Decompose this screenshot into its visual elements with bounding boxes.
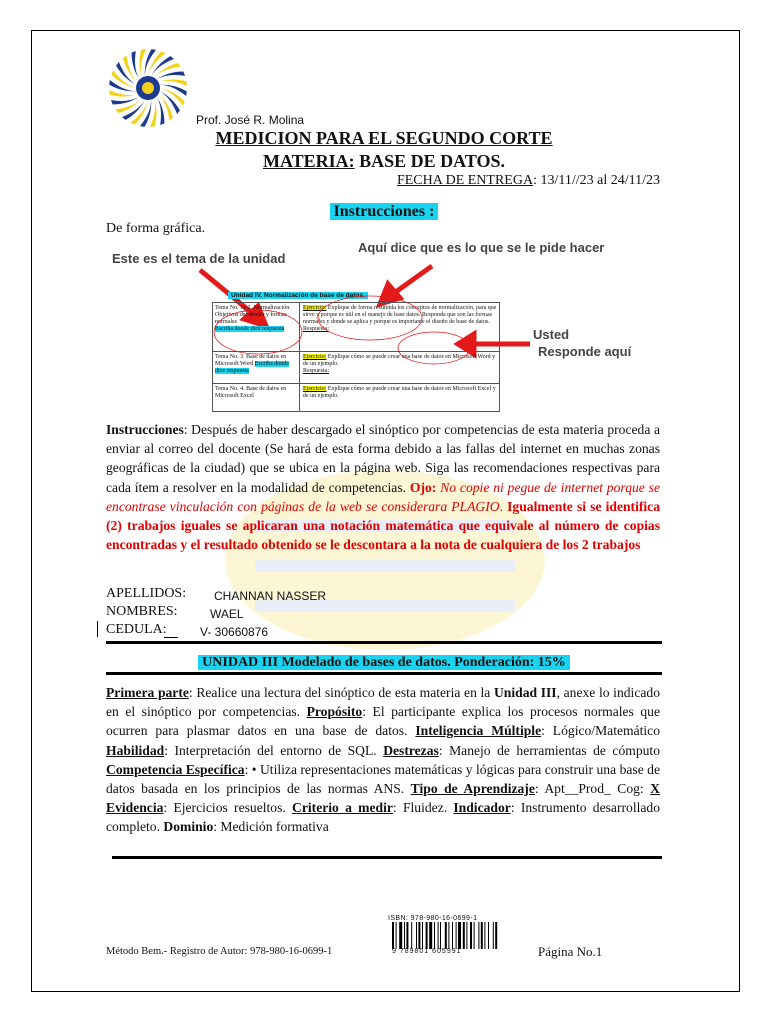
primera-text-11: : Instrumento desarrollado completo.: [106, 800, 660, 835]
ojo-colon: :: [431, 479, 437, 495]
nombres-value: WAEL: [210, 607, 244, 621]
primera-text-6: : Manejo de herramientas de cómputo: [438, 742, 660, 758]
cedula-underline: [164, 637, 178, 638]
registro-autor: Método Bem.- Registro de Autor: 978-980-16-0699-1: [106, 946, 333, 957]
text-cursor: [97, 621, 98, 637]
inteligencia-label: Inteligencia Múltiple: [415, 723, 542, 739]
primera-text-12: : Medición formativa: [213, 819, 329, 835]
apellidos-value: CHANNAN NASSER: [214, 589, 327, 603]
dominio-label: Dominio: [163, 819, 214, 835]
tipo-aprendizaje-label: Tipo de Aprendizaje: [410, 781, 535, 797]
ojo-warning-bold: Igualmente si se identifica (2) trabajos iguales se aplicaran una notación matemática que equivale al número de copias encontradas y el resultado obtenido se le descontara a la nota de cualquiera de los 2 trabajos: [106, 498, 660, 553]
primera-text-1: : Realice una lectura del sinóptico de esta materia en la: [188, 685, 494, 700]
annotation-usted: Usted: [533, 327, 570, 342]
primera-text-5: : Interpretación del entorno de SQL.: [164, 742, 384, 758]
unidad-heading: [0, 653, 768, 671]
example-row-1-tema-text: Tema No. 1y 2. Normalización. Objetivos del diseño y formas normales: [215, 305, 291, 325]
instructions-paragraph: [106, 420, 660, 554]
fecha-value: : 13/11//23 al 24/11/23: [533, 173, 660, 188]
cedula-label: CEDULA:: [106, 622, 167, 637]
primera-text-3: : El participante explica los procesos normales que ocurren para plasmar datos en una base de datos.: [106, 704, 660, 739]
grafica-label: De forma gráfica.: [106, 221, 206, 236]
example-table-header: Unidad IV. Normalización de base de datos.: [228, 292, 368, 299]
annotation-tema: Este es el tema de la unidad: [112, 251, 286, 266]
indicador-label: Indicador: [453, 800, 511, 816]
example-row-3-ejercicio-text: Explique cómo se puede crear una base de datos en Microsoft Excel y de un ejemplo.: [303, 386, 496, 399]
ojo-period: .: [499, 498, 503, 514]
primera-text-4: : Lógico/Matemático: [541, 723, 661, 739]
divider-top: [106, 641, 662, 644]
primera-parte-paragraph: [106, 683, 660, 837]
instructions-text: : Después de haber descargado el sinóptico por competencias de esta materia proceda a enviar al correo del docente (Se hará de esta forma debido a las fallas del internet en muchas zonas geográficas de la ciudad) que se ubica en la página web. Siga las recomendaciones respectivas para cada ítem a resolver en la modalidad de competencias.: [106, 422, 660, 495]
fecha-label: FECHA DE ENTREGA: [396, 173, 534, 188]
nombres-label: NOMBRES:: [106, 604, 178, 619]
barcode-digits: 9 789801 605991: [392, 948, 462, 955]
primera-text-9: : Ejercicios resueltos.: [163, 800, 293, 816]
example-row-2-ejercicio-text: Explique cómo se puede crear una base de datos en Microsoft Word y de un ejemplo.: [303, 354, 496, 367]
instructions-heading-text: Instrucciones: [333, 203, 426, 220]
primera-text-2: , anexe lo indicado en el sinóptico por competencias.: [106, 685, 660, 720]
isbn-label: ISBN: 978-980-16-0699-1: [388, 915, 478, 922]
primera-text-10: : Fluidez.: [392, 800, 454, 816]
example-row-2-ejercicio-label: Ejercicio:: [303, 354, 327, 360]
page-number: Página No.1: [538, 944, 603, 959]
unidad-bold: Unidad III: [493, 685, 557, 700]
example-row-3-ejercicio-label: Ejercicio:: [303, 386, 327, 392]
example-row-1-respuesta: Respuesta:: [303, 326, 329, 332]
apellidos-label: APELLIDOS:: [106, 586, 187, 601]
example-row-1-escriba: Escriba donde dice respuesta: [215, 326, 285, 332]
unidad-heading-text: UNIDAD III Modelado de bases de datos. Ponderación: 15%: [198, 655, 570, 670]
materia-value: BASE DE DATOS.: [359, 151, 506, 171]
instructions-bold: Instrucciones: [106, 422, 184, 437]
competencia-label: Competencia Específica: [106, 761, 245, 777]
example-row-2-escriba: Escriba donde dice respuesta: [215, 361, 289, 374]
instructions-heading-colon: :: [429, 203, 435, 220]
annotation-responde: Responde aquí: [538, 344, 632, 359]
proposito-label: Propósito: [306, 704, 363, 720]
habilidad-label: Habilidad: [106, 742, 165, 758]
destrezas-label: Destrezas: [383, 742, 439, 758]
primera-text-8: : Apt__Prod_ Cog:: [534, 781, 651, 797]
primera-parte-label: Primera parte: [106, 685, 189, 700]
example-ovals: [212, 290, 502, 414]
example-row-1-ejercicio-label: Ejercicio:: [303, 305, 327, 311]
example-row-2-respuesta: Respuesta:: [303, 368, 329, 374]
document-title: MEDICION PARA EL SEGUNDO CORTE: [215, 128, 553, 148]
annotation-pide: Aquí dice que es lo que se le pide hacer: [358, 240, 605, 255]
example-row-3-tema-text: Tema No. 4. Base de datos en Microsoft Excel: [215, 386, 287, 399]
ojo-italic: No copie ni pegue de internet porque se encontrase vinculación con páginas de la web se considerara PLAGIO: [106, 479, 661, 514]
professor-name: Prof. José R. Molina: [196, 113, 305, 127]
example-row-1-ejercicio-text: Explique de forma resumida los conceptos de normalización, para que sirve y porque es útil en el manejo de base datos. Responda que son las formas normales y donde se aplica y porque es importante el diseño de base de datos.: [303, 305, 497, 325]
divider-bottom: [112, 856, 662, 859]
divider-mid: [106, 672, 662, 675]
example-table-image: [212, 290, 502, 414]
criterio-label: Criterio a medir: [292, 800, 393, 816]
materia-label: MATERIA:: [262, 151, 355, 171]
evidencia-label: Evidencia: [106, 800, 164, 816]
primera-text-7: : • Utiliza representaciones matemáticas y lógicas para construir una base de datos basada en los principios de las normas ANS.: [106, 761, 660, 797]
ojo-label: Ojo: [409, 479, 432, 495]
x-mark: X: [650, 781, 660, 797]
example-row-2-tema-text: Tema No. 3. Base de datos en Microsoft Word: [215, 354, 287, 367]
cedula-value: V- 30660876: [200, 625, 269, 639]
